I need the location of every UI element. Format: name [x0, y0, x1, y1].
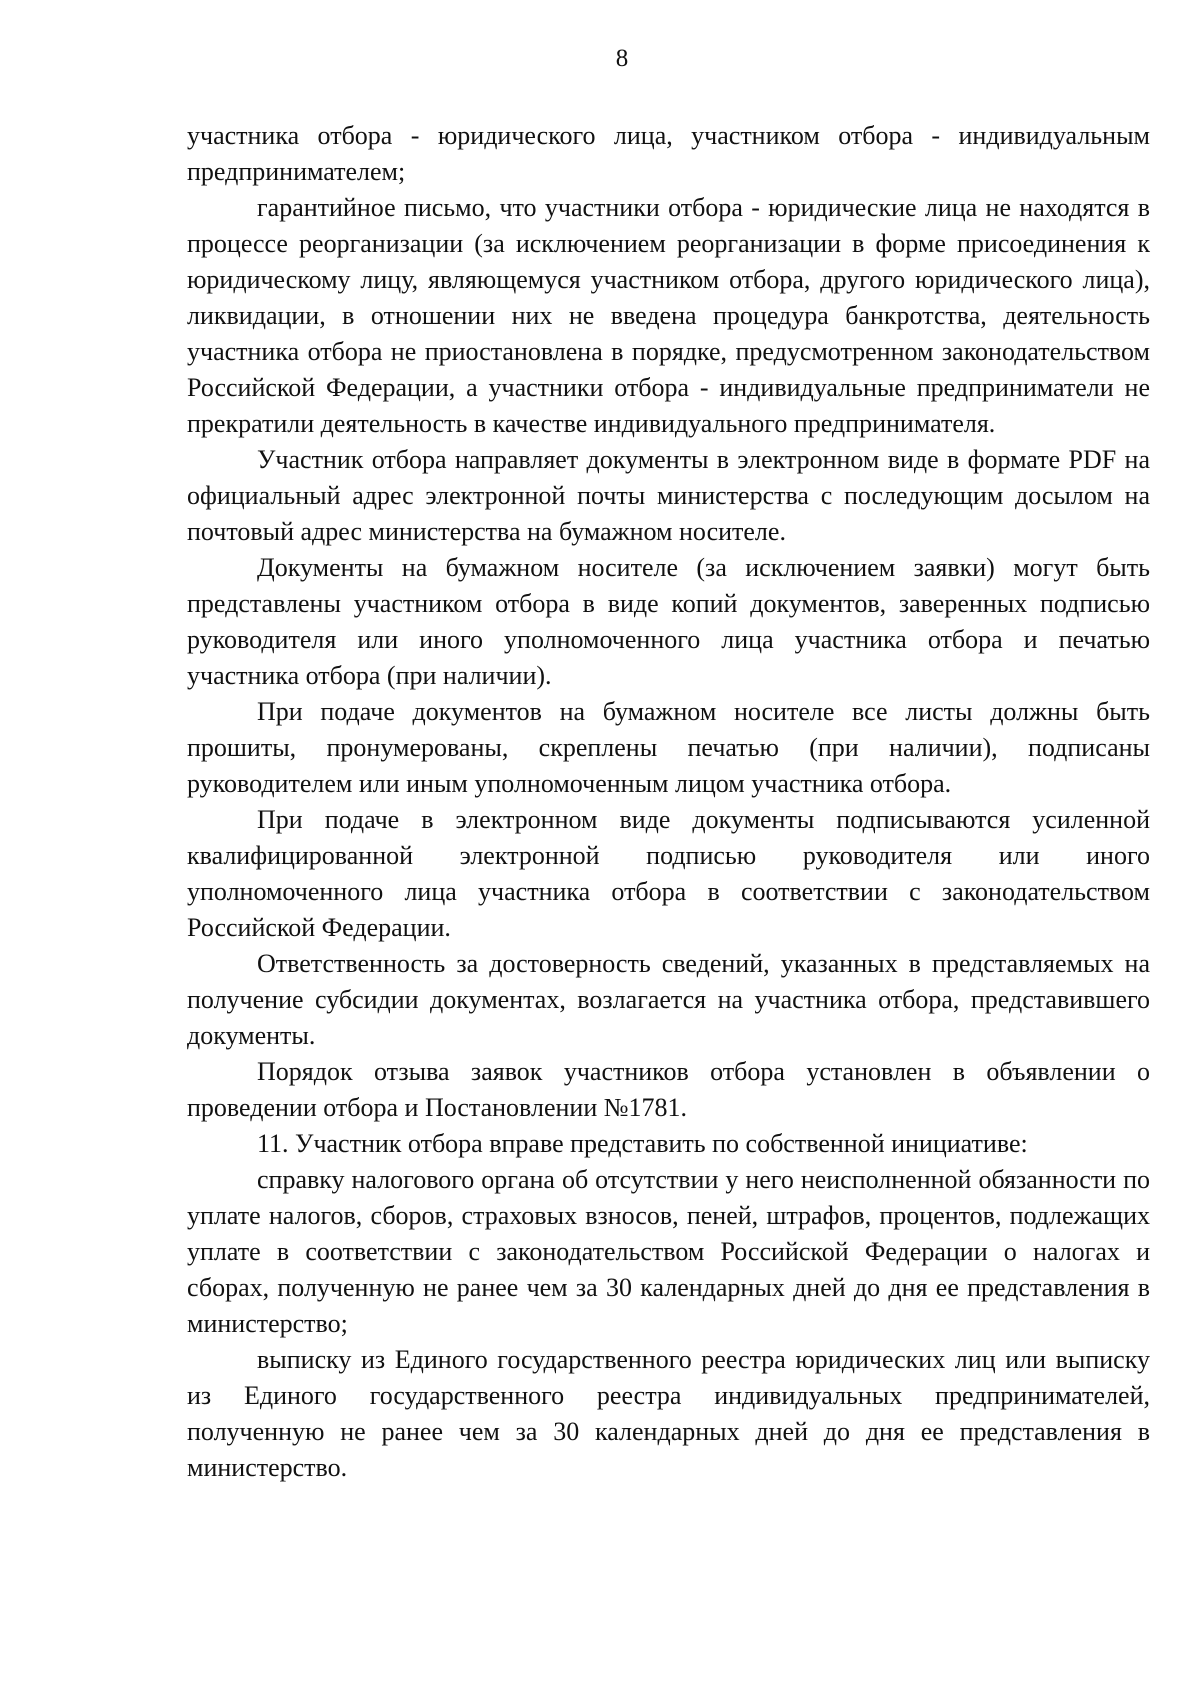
page-number: 8 — [615, 45, 629, 72]
paragraph: справку налогового органа об отсутствии у него неисполненной обязанности по уплате налогов, сборов, страховых взносов, пеней, штрафов, процентов, подлежащих уплате в соответствии с законодательством Российской Федерации о налогах и сборах, полученную не ранее чем за 30 календарных дней до дня ее представления в министерство; — [187, 1165, 1150, 1338]
paragraph: Документы на бумажном носителе (за исключением заявки) могут быть представлены участником отбора в виде копий документов, заверенных подписью руководителя или иного уполномоченного лица участника отбора и печатью участника отбора (при наличии). — [187, 553, 1150, 690]
paragraph: выписку из Единого государственного реестра юридических лиц или выписку из Единого государственного реестра индивидуальных предпринимателей, полученную не ранее чем за 30 календарных дней до дня ее представления в министерство. — [187, 1345, 1150, 1482]
paragraph: При подаче документов на бумажном носителе все листы должны быть прошиты, пронумерованы, скреплены печатью (при наличии), подписаны руководителем или иным уполномоченным лицом участника отбора. — [187, 697, 1150, 798]
paragraph: Порядок отзыва заявок участников отбора установлен в объявлении о проведении отбора и Постановлении №1781. — [187, 1057, 1150, 1122]
paragraph: Участник отбора направляет документы в электронном виде в формате PDF на официальный адрес электронной почты министерства с последующим досылом на почтовый адрес министерства на бумажном носителе. — [187, 445, 1150, 546]
paragraph: 11. Участник отбора вправе представить по собственной инициативе: — [257, 1129, 1028, 1158]
paragraph: гарантийное письмо, что участники отбора - юридические лица не находятся в процессе реорганизации (за исключением реорганизации в форме присоединения к юридическому лицу, являющемуся участником отбора, другого юридического лица), ликвидации, в отношении них не введена процедура банкротства, деятельность участника отбора не приостановлена в порядке, предусмотренном законодательством Российской Федерации, а участники отбора - индивидуальные предприниматели не прекратили деятельность в качестве индивидуального предпринимателя. — [187, 193, 1150, 438]
paragraph: При подаче в электронном виде документы подписываются усиленной квалифицированной электронной подписью руководителя или иного уполномоченного лица участника отбора в соответствии с законодательством Российской Федерации. — [187, 805, 1150, 942]
paragraph: Ответственность за достоверность сведений, указанных в представляемых на получение субсидии документах, возлагается на участника отбора, представившего документы. — [187, 949, 1150, 1050]
document-body — [187, 118, 1150, 1486]
paragraph: участника отбора - юридического лица, участником отбора - индивидуальным предпринимателем; — [187, 121, 1150, 186]
